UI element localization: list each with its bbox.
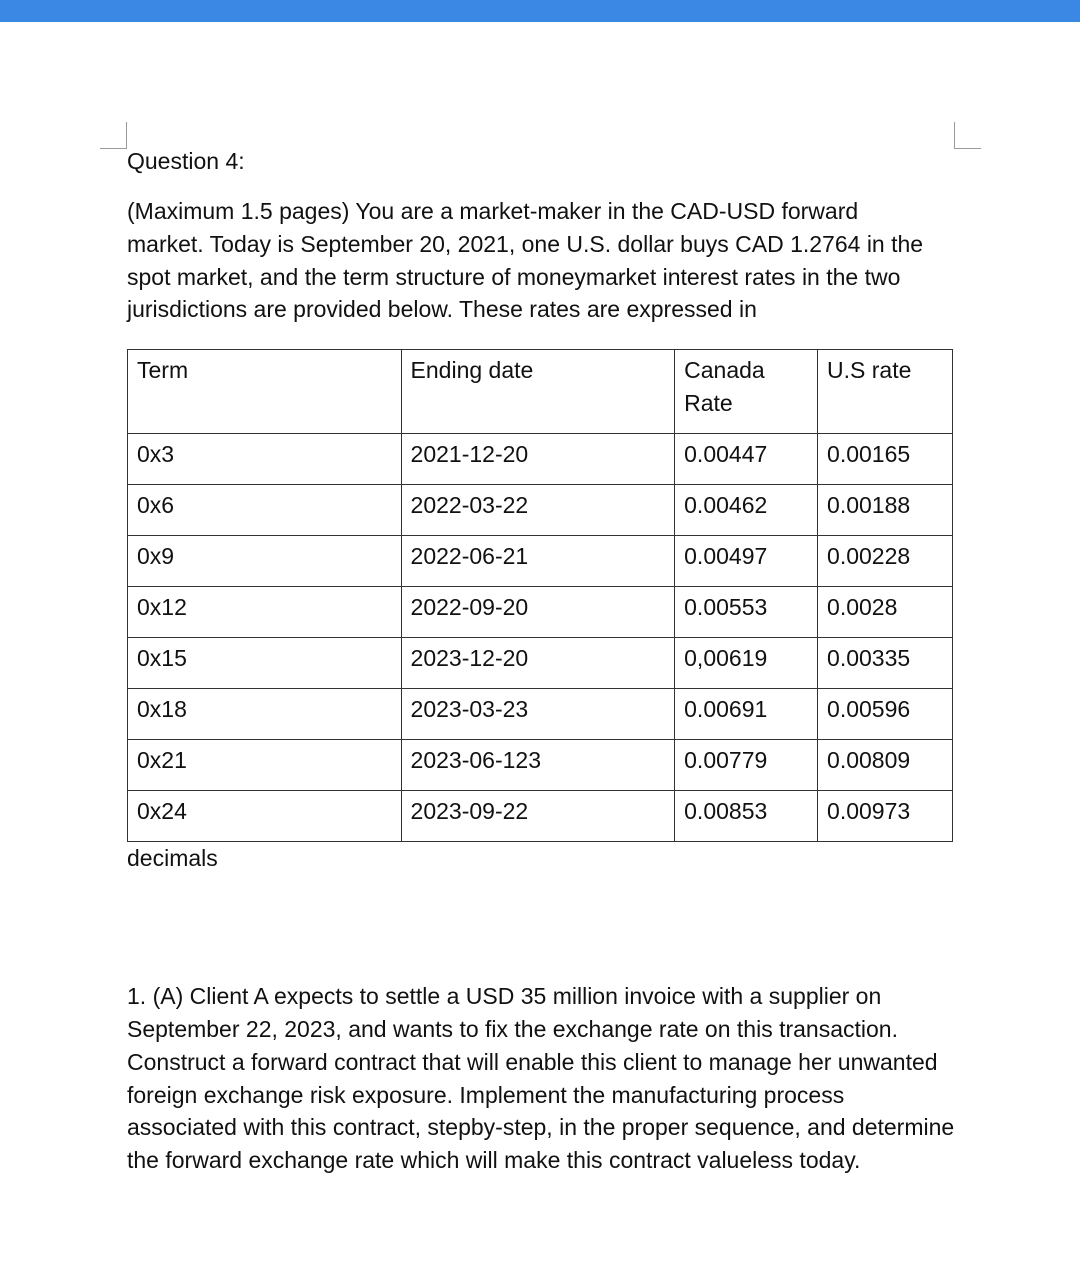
cell-canada-rate: 0.00497 (675, 536, 818, 587)
cell-ending-date: 2021-12-20 (401, 434, 675, 485)
cell-term: 0x21 (128, 740, 402, 791)
intro-paragraph: (Maximum 1.5 pages) You are a market-maker in the CAD-USD forward market. Today is September 20, 2021, one U.S. dollar buys CAD 1.2764 in the spot market, and the term structure of moneymarket interest rates in the two jurisdictions are provided below. These rates are expressed in (127, 198, 924, 323)
cell-ending-date: 2022-09-20 (401, 587, 675, 638)
cell-term: 0x12 (128, 587, 402, 638)
page-margin-corner-right (954, 122, 981, 149)
top-accent-bar (0, 0, 1080, 22)
cell-term: 0x9 (128, 536, 402, 587)
question-part-1a: 1. (A) Client A expects to settle a USD 35 million invoice with a supplier on September 22, 2023, and wants to fix the exchange rate on this transaction. Construct a forward contract that will enable this client to manage her unwanted foreign exchange risk exposure. Implement the manufacturing process associated with this contract, stepby-step, in the proper sequence, and determine the forward exchange rate which will make this contract valueless today. (127, 983, 955, 1174)
interest-rate-table (127, 349, 953, 842)
table-row (128, 587, 953, 638)
cell-ending-date: 2022-03-22 (401, 485, 675, 536)
table-row (128, 536, 953, 587)
cell-ending-date: 2023-09-22 (401, 791, 675, 842)
header-ending-date: Ending date (401, 350, 675, 434)
cell-canada-rate: 0.00691 (675, 689, 818, 740)
cell-canada-rate: 0.00853 (675, 791, 818, 842)
cell-term: 0x15 (128, 638, 402, 689)
cell-us-rate: 0.00228 (818, 536, 953, 587)
table-row (128, 434, 953, 485)
page-margin-corner-left (100, 122, 127, 149)
cell-us-rate: 0.00973 (818, 791, 953, 842)
cell-canada-rate: 0.00779 (675, 740, 818, 791)
document-page (127, 143, 957, 1177)
cell-canada-rate: 0,00619 (675, 638, 818, 689)
table-row (128, 485, 953, 536)
cell-canada-rate: 0.00553 (675, 587, 818, 638)
cell-term: 0x24 (128, 791, 402, 842)
cell-term: 0x18 (128, 689, 402, 740)
cell-us-rate: 0.00596 (818, 689, 953, 740)
cell-term: 0x3 (128, 434, 402, 485)
cell-ending-date: 2023-12-20 (401, 638, 675, 689)
table-row (128, 638, 953, 689)
cell-canada-rate: 0.00447 (675, 434, 818, 485)
cell-us-rate: 0.00809 (818, 740, 953, 791)
header-term: Term (128, 350, 402, 434)
cell-ending-date: 2022-06-21 (401, 536, 675, 587)
header-us-rate: U.S rate (818, 350, 953, 434)
table-row (128, 689, 953, 740)
cell-us-rate: 0.00165 (818, 434, 953, 485)
cell-canada-rate: 0.00462 (675, 485, 818, 536)
cell-term: 0x6 (128, 485, 402, 536)
table-row (128, 740, 953, 791)
table-row (128, 791, 953, 842)
table-header-row (128, 350, 953, 434)
cell-us-rate: 0.00188 (818, 485, 953, 536)
cell-ending-date: 2023-06-123 (401, 740, 675, 791)
cell-ending-date: 2023-03-23 (401, 689, 675, 740)
question-heading: Question 4: (127, 148, 245, 174)
cell-us-rate: 0.00335 (818, 638, 953, 689)
header-canada-rate: Canada Rate (675, 350, 818, 434)
cell-us-rate: 0.0028 (818, 587, 953, 638)
table-continuation-text: decimals (127, 845, 218, 872)
